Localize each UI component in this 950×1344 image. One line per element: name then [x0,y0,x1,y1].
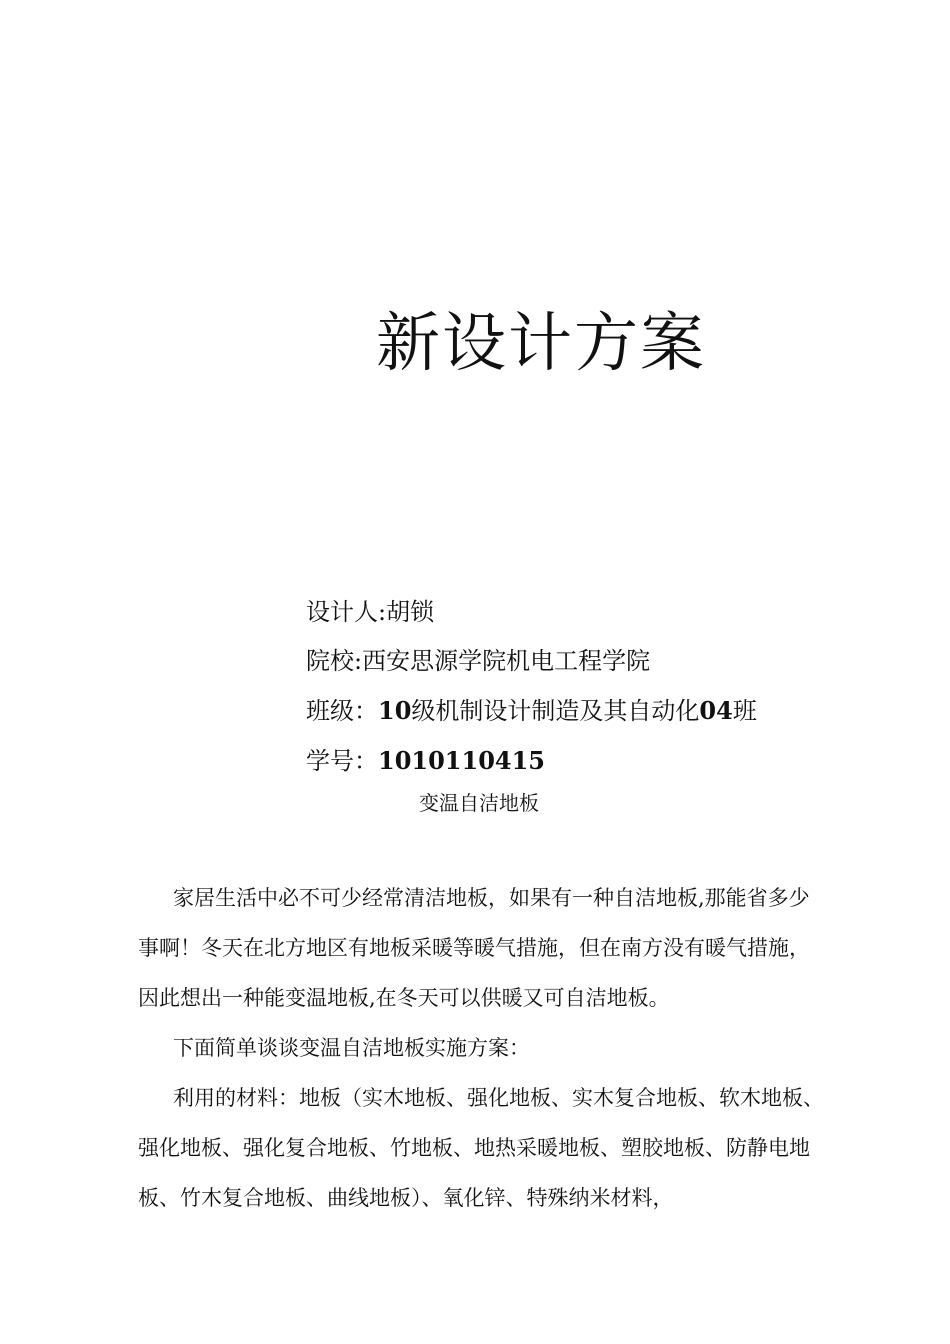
student-id-value: 1010110415 [378,746,545,775]
class-major: 级机制设计制造及其自动化 [411,697,700,725]
class-number: 04 [699,696,733,725]
class-line [306,686,757,736]
class-year: 10 [378,696,412,725]
class-label: 班级： [306,697,378,725]
student-id-label: 学号： [306,747,378,775]
school-value: 西安思源学院机电工程学院 [362,647,651,675]
designer-value: 胡锁 [386,598,435,626]
section-heading [0,786,950,820]
school-label: 院校: [306,647,363,675]
paragraph-plan-intro: 下面简单谈谈变温自洁地板实施方案： [173,1036,530,1060]
body-text [138,873,826,1223]
section-heading-text: 变温自洁地板 [419,791,539,815]
school-line [306,637,757,686]
paragraph-materials: 利用的材料：地板（实木地板、强化地板、实木复合地板、软木地板、强化地板、强化复合地板、竹地板、地热采暖地板、塑胶地板、防静电地板、竹木复合地板、曲线地板）、氧化锌、特殊纳米材料， [138,1086,824,1210]
student-id-line [306,736,757,786]
document-title: 新设计方案 [376,307,706,381]
designer-line [306,588,757,637]
paragraph-intro: 家居生活中必不可少经常清洁地板，如果有一种自洁地板,那能省多少事啊！冬天在北方地区有地板采暖等暖气措施，但在南方没有暖气措施，因此想出一种能变温地板,在冬天可以供暖又可自洁地板。 [138,886,810,1010]
class-suffix: 班 [732,697,757,725]
author-info-block [306,588,757,786]
designer-label: 设计人: [306,598,387,626]
